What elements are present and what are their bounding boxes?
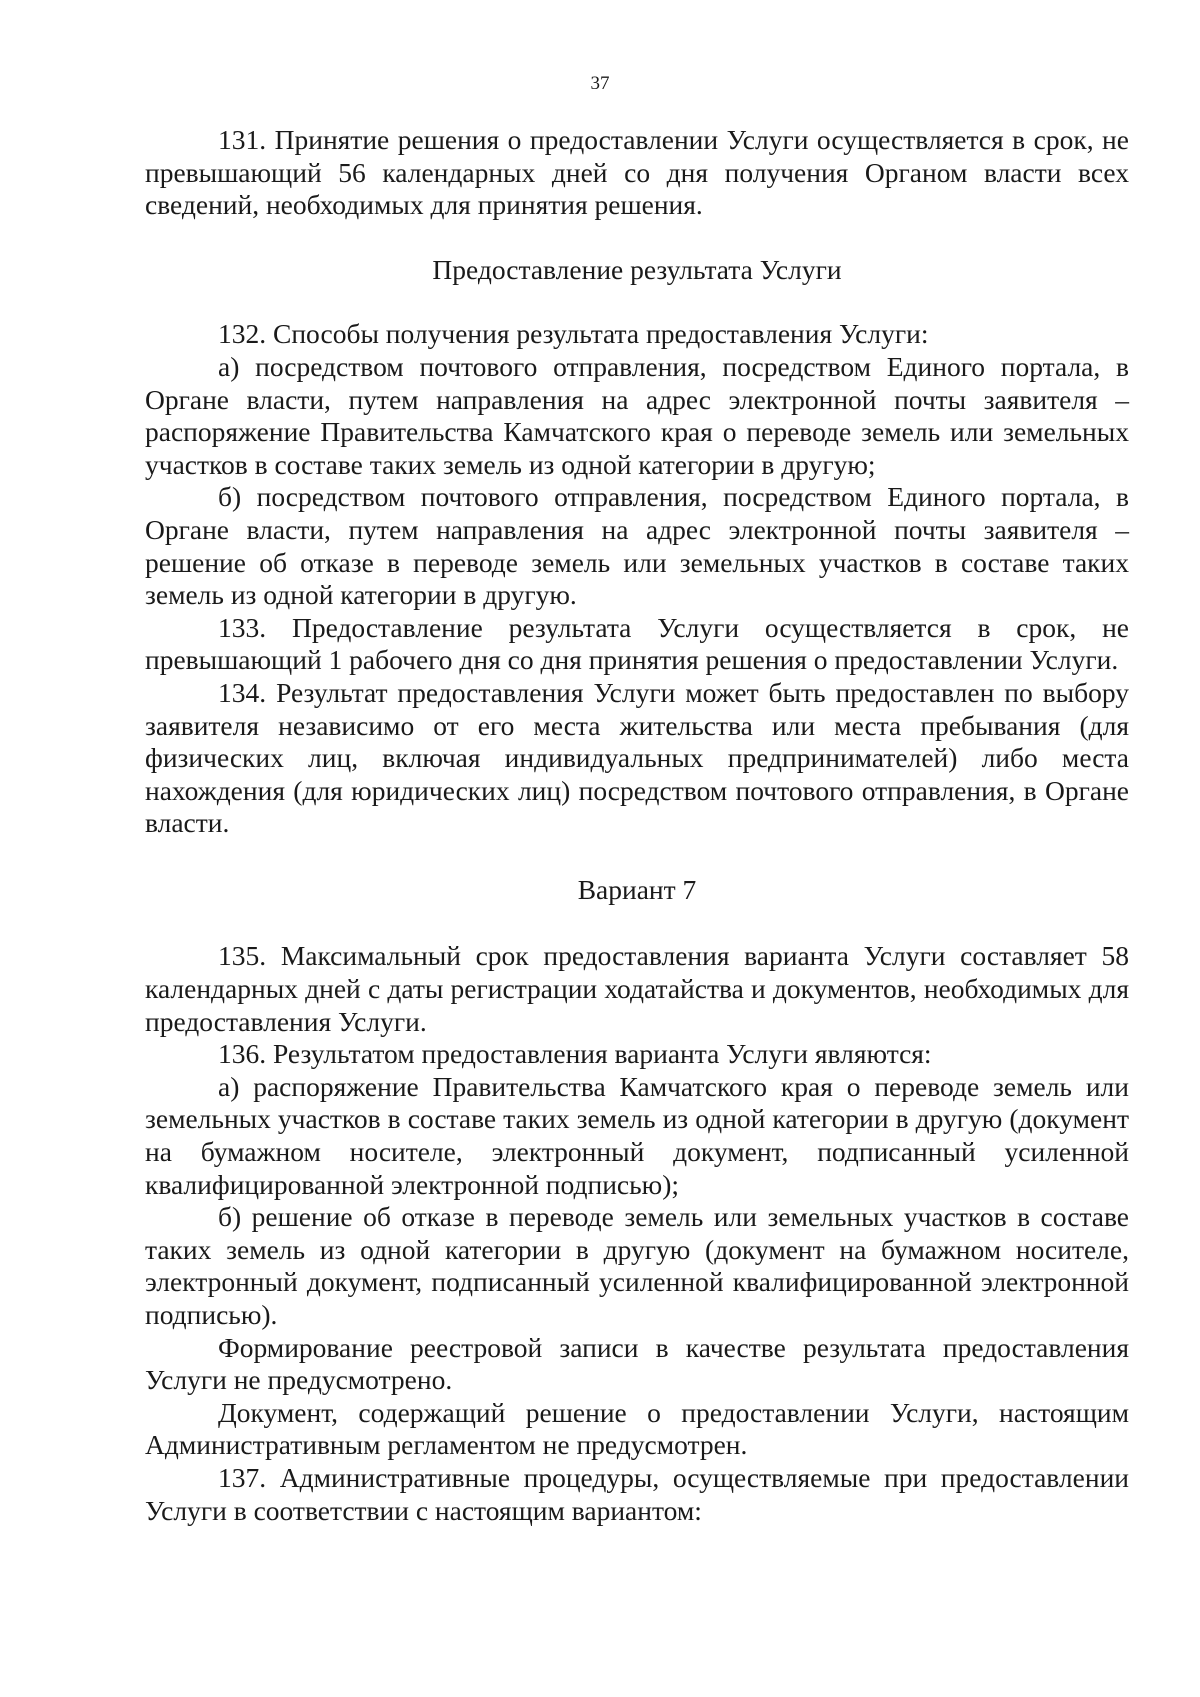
paragraph-132-a: а) посредством почтового отправления, посредством Единого портала, в Органе власти, путем направления на адрес электронной почты заявителя – распоряжение Правительства Камчатского края о переводе земель или земельных участков в составе таких земель из одной категории в другую; xyxy=(145,350,1129,480)
paragraph-136-a: а) распоряжение Правительства Камчатского края о переводе земель или земельных участков в составе таких земель из одной категории в другую (документ на бумажном носителе, электронный документ, подписанный усиленной квалифицированной электронной подписью); xyxy=(145,1070,1129,1200)
paragraph-137: 137. Административные процедуры, осуществляемые при предоставлении Услуги в соответствии с настоящим вариантом: xyxy=(145,1461,1129,1526)
paragraph-document: Документ, содержащий решение о предоставлении Услуги, настоящим Административным регламентом не предусмотрен. xyxy=(145,1396,1129,1461)
paragraph-133: 133. Предоставление результата Услуги осуществляется в срок, не превышающий 1 рабочего дня со дня принятия решения о предоставлении Услуги. xyxy=(145,611,1129,676)
section-heading-variant: Вариант 7 xyxy=(577,873,697,905)
paragraph-132: 132. Способы получения результата предоставления Услуги: xyxy=(218,318,929,350)
document-body xyxy=(145,124,1129,1527)
paragraph-136-b: б) решение об отказе в переводе земель или земельных участков в составе таких земель из одной категории в другую (документ на бумажном носителе, электронный документ, подписанный усиленной квалифицированной электронной подписью). xyxy=(145,1201,1129,1330)
paragraph-135: 135. Максимальный срок предоставления варианта Услуги составляет 58 календарных дней с даты регистрации ходатайства и документов, необходимых для предоставления Услуги. xyxy=(145,940,1129,1037)
paragraph-131: 131. Принятие решения о предоставлении Услуги осуществляется в срок, не превышающий 56 календарных дней со дня получения Органом власти всех сведений, необходимых для принятия решения. xyxy=(145,124,1129,221)
section-heading-result: Предоставление результата Услуги xyxy=(432,253,842,285)
paragraph-134: 134. Результат предоставления Услуги может быть предоставлен по выбору заявителя независимо от его места жительства или места пребывания (для физических лиц, включая индивидуальных предпринимателей) либо места нахождения (для юридических лиц) посредством почтового отправления, в Органе власти. xyxy=(145,676,1129,839)
paragraph-registry: Формирование реестровой записи в качестве результата предоставления Услуги не предусмотрено. xyxy=(145,1331,1129,1396)
paragraph-132-b: б) посредством почтового отправления, посредством Единого портала, в Органе власти, путем направления на адрес электронной почты заявителя – решение об отказе в переводе земель или земельных участков в составе таких земель из одной категории в другую. xyxy=(145,481,1129,611)
paragraph-136: 136. Результатом предоставления варианта Услуги являются: xyxy=(218,1038,932,1070)
page-number: 37 xyxy=(590,73,610,94)
